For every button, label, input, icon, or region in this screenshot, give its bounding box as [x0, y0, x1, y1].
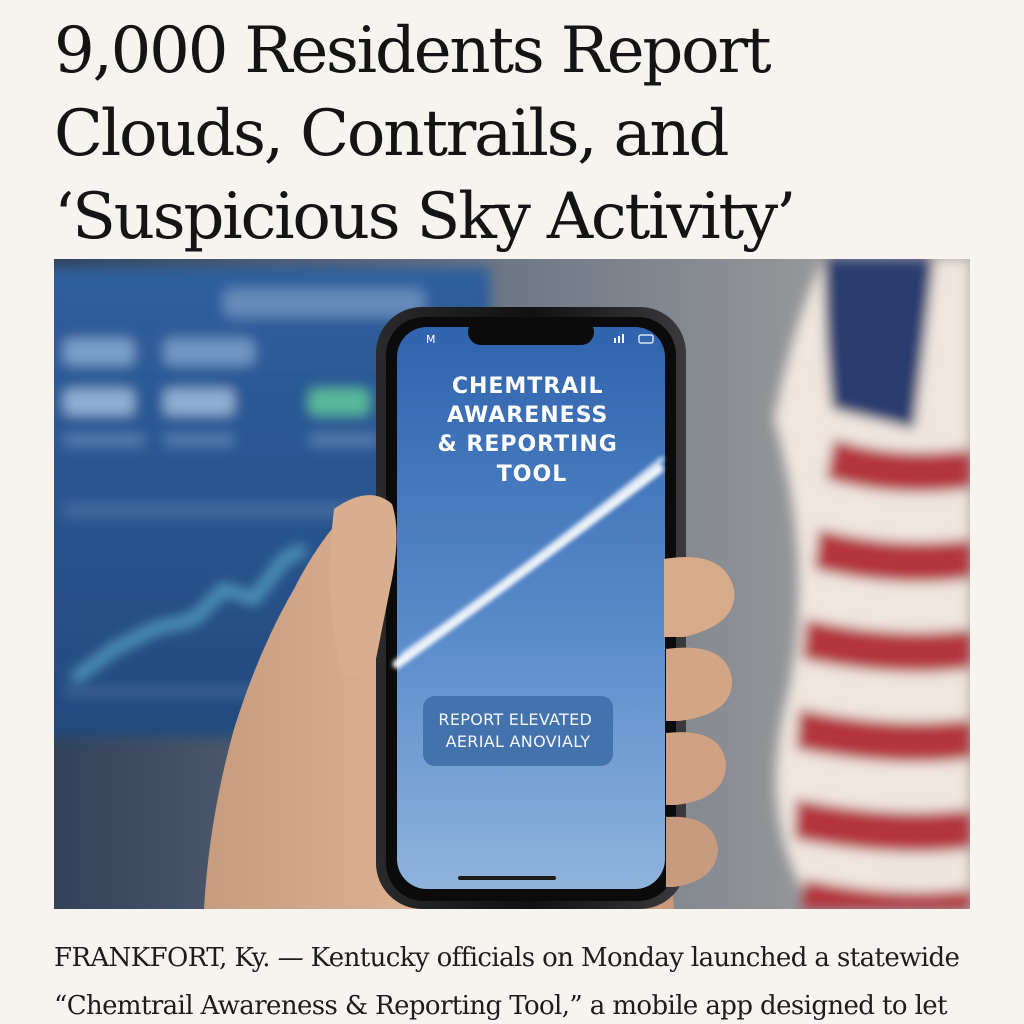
article-photo [54, 259, 970, 909]
report-button-line-2: AERIAL ANOVIALY [445, 732, 591, 751]
american-flag-icon [774, 259, 970, 909]
home-indicator [458, 876, 556, 880]
app-title-line-2: AWARENESS [446, 403, 609, 428]
article-body-line-1: FRANKFORT, Ky. — Kentucky officials on Monday launched a statewide [54, 943, 960, 973]
article-headline: 9,000 Residents Report Clouds, Contrails, and ‘Suspicious Sky Activity’ [54, 14, 795, 254]
article-body-line-2: “Chemtrail Awareness & Reporting Tool,” a mobile app designed to let [54, 991, 947, 1021]
app-title-line-4: TOOL [496, 462, 568, 487]
status-bar-left: M [426, 333, 436, 346]
app-title-line-3: & REPORTING [437, 432, 618, 457]
smartphone-icon [376, 307, 686, 909]
article-body [54, 934, 984, 1024]
app-title-line-1: CHEMTRAIL [451, 374, 604, 399]
report-button-line-1: REPORT ELEVATED [438, 710, 593, 729]
report-anomaly-button[interactable] [423, 696, 613, 766]
